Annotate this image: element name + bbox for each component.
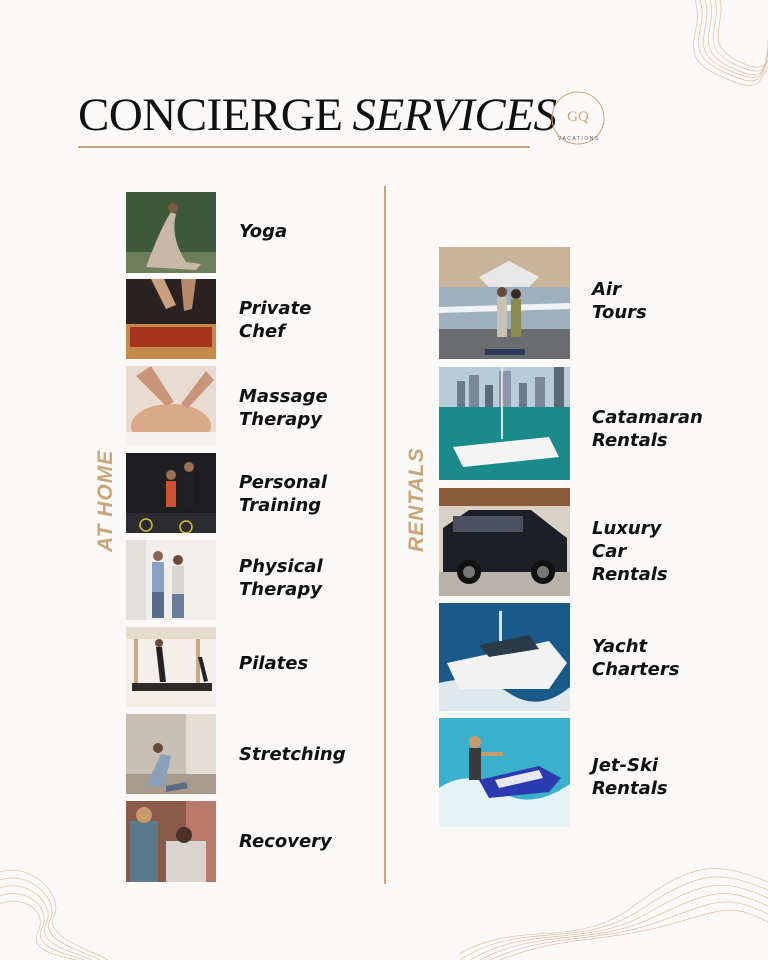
yoga-photo	[126, 192, 216, 273]
service-label: Stretching	[239, 744, 346, 765]
stretching-photo	[126, 714, 216, 794]
jetski-photo	[439, 718, 570, 827]
chef-photo	[126, 279, 216, 359]
training-photo	[126, 453, 216, 533]
massage-photo	[126, 366, 216, 446]
section-label-at-home: AT HOME	[94, 449, 117, 552]
column-divider	[384, 186, 386, 884]
physio-photo	[126, 540, 216, 620]
service-label: Private Chef	[239, 298, 312, 342]
yacht-photo	[439, 603, 570, 711]
service-label: Yoga	[239, 221, 288, 242]
title-word-concierge: CONCIERGE	[78, 89, 343, 141]
page-title	[78, 88, 556, 140]
rental-label: Air Tours	[592, 279, 647, 323]
logo-text: VACATIONS	[558, 136, 600, 142]
service-label: Personal Training	[239, 472, 328, 516]
recovery-photo	[126, 801, 216, 882]
rental-label: Catamaran Rentals	[592, 407, 703, 451]
section-label-rentals: RENTALS	[405, 447, 428, 552]
wave-decoration-bottom-right	[460, 850, 768, 960]
car-photo	[439, 488, 570, 596]
rental-label: Yacht Charters	[592, 636, 680, 680]
rental-label: Luxury Car Rentals	[592, 518, 668, 585]
rental-label: Jet-Ski Rentals	[592, 755, 668, 799]
service-label: Recovery	[239, 831, 332, 852]
service-label: Massage Therapy	[239, 386, 328, 430]
title-word-services: SERVICES	[352, 89, 557, 141]
wave-decoration-top-right	[680, 0, 768, 92]
wave-decoration-bottom-left	[0, 860, 110, 960]
pilates-photo	[126, 627, 216, 707]
logo-monogram: GQ	[567, 109, 589, 125]
catamaran-photo	[439, 367, 570, 480]
service-label: Physical Therapy	[239, 556, 323, 600]
service-label: Pilates	[239, 653, 309, 674]
title-divider	[78, 146, 530, 148]
plane-photo	[439, 247, 570, 359]
